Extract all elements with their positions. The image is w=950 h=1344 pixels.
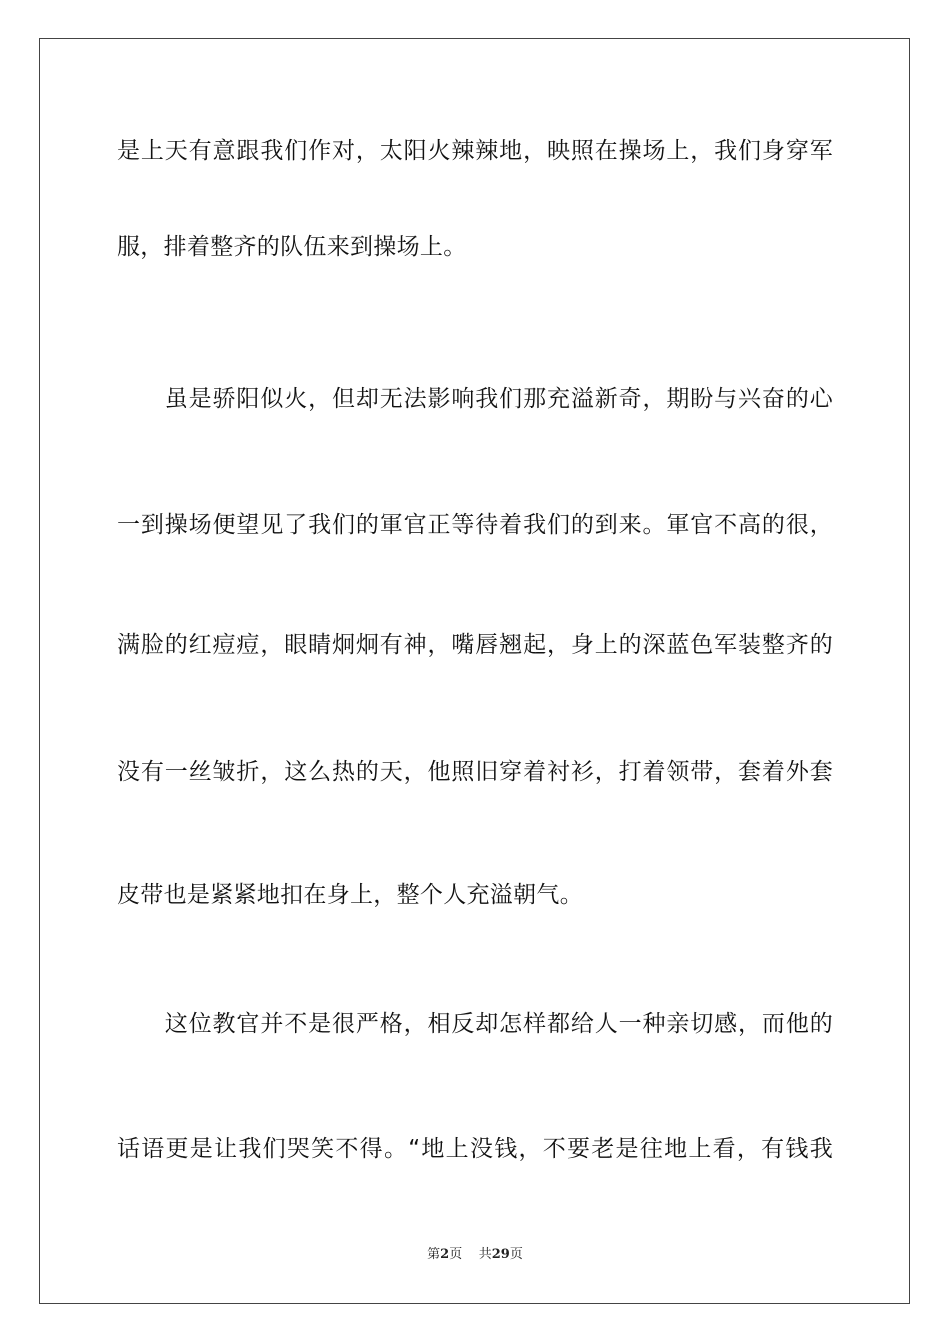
text-line-6: 没有一丝皱折，这么热的天，他照旧穿着衬衫，打着领带，套着外套 (117, 759, 833, 785)
text-line-3: 虽是骄阳似火，但却无法影响我们那充溢新奇，期盼与兴奋的心 (117, 386, 833, 412)
page-border (39, 38, 910, 1304)
text-line-2: 服，排着整齐的队伍来到操场上。 (117, 234, 467, 260)
page-prefix: 第 (427, 1247, 441, 1262)
total-pages: 29 (491, 1247, 510, 1262)
page-suffix: 页 (449, 1247, 463, 1262)
text-line-5: 满脸的红痘痘，眼睛炯炯有神，嘴唇翘起，身上的深蓝色军装整齐的 (117, 632, 833, 658)
page-footer (0, 1247, 950, 1263)
text-line-4: 一到操场便望见了我们的軍官正等待着我们的到来。軍官不高的很， (117, 512, 833, 538)
total-suffix: 页 (509, 1247, 523, 1262)
text-line-1: 是上天有意跟我们作对，太阳火辣辣地，映照在操场上，我们身穿军 (117, 138, 833, 164)
total-prefix: 共 (478, 1247, 492, 1262)
text-line-9: 话语更是让我们哭笑不得。“地上没钱，不要老是往地上看，有钱我 (117, 1136, 833, 1162)
text-line-8: 这位教官并不是很严格，相反却怎样都给人一种亲切感，而他的 (117, 1011, 833, 1037)
page-number: 2 (440, 1247, 450, 1262)
text-line-7: 皮带也是紧紧地扣在身上，整个人充溢朝气。 (117, 882, 583, 908)
